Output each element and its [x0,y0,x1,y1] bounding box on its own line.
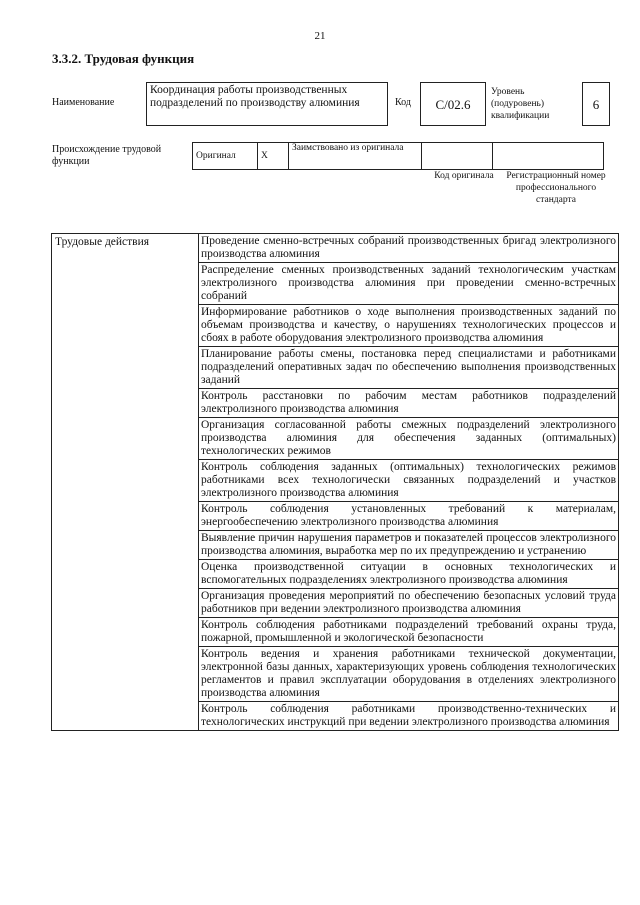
level-label: Уровень (подуровень) квалификации [491,87,550,121]
labor-actions-table [51,233,619,731]
code-original-cell [422,143,493,170]
labor-action-item: Оценка производственной ситуации в основных технологических и вспомогательных подразделениях электролизного производства алюминия [199,560,619,589]
reg-number-label: Регистрационный номер профессионального стандарта [506,171,606,205]
reg-number-cell [493,143,604,170]
code-label: Код [395,97,411,108]
labor-action-item: Информирование работников о ходе выполнения производственных заданий по объемам производства и качеству, о нарушениях технологических процессов и сбоях в работе оборудования электролизного производства алюминия [199,305,619,347]
page-number: 21 [314,30,326,42]
labor-action-item: Выявление причин нарушения параметров и показателей процессов электролизного производства алюминия, выработка мер по их предупреждению и устранению [199,531,619,560]
qualification-level: 6 [582,82,610,126]
section-title: 3.3.2. Трудовая функция [52,51,195,66]
function-name: Координация работы производственных подразделений по производству алюминия [146,82,388,126]
code-original-label: Код оригинала [434,171,494,181]
labor-action-item: Организация проведения мероприятий по обеспечению безопасных условий труда работников при ведении электролизного производства алюминия [199,589,619,618]
name-label: Наименование [52,97,115,108]
original-mark: X [258,143,289,170]
labor-action-item: Организация согласованной работы смежных подразделений электролизного производства алюминия для обеспечения заданных (оптимальных) технологических режимов [199,418,619,460]
table-row [52,234,619,263]
labor-action-item: Проведение сменно-встречных собраний производственных бригад электролизного производства алюминия [199,234,619,263]
labor-action-item: Контроль соблюдения работниками подразделений требований охраны труда, пожарной, промышленной и экологической безопасности [199,618,619,647]
borrowed-label: Заимствовано из оригинала [289,143,422,170]
labor-action-item: Контроль соблюдения заданных (оптимальных) технологических режимов работниками всех технологически связанных подразделений и участков электролизного производства алюминия [199,460,619,502]
function-code: C/02.6 [420,82,486,126]
labor-action-item: Планирование работы смены, постановка перед специалистами и работниками подразделений оперативных задач по обеспечению выполнения производственных заданий [199,347,619,389]
origin-table [192,142,604,170]
labor-action-item: Контроль соблюдения установленных требований к материалам, энергообеспечению электролизного производства алюминия [199,502,619,531]
labor-action-item: Контроль расстановки по рабочим местам работников подразделений электролизного производства алюминия [199,389,619,418]
labor-action-item: Контроль соблюдения работниками производственно-технических и технологических инструкций при ведении электролизного производства алюминия [199,702,619,731]
labor-action-item: Распределение сменных производственных заданий технологическим участкам электролизного производства алюминия при проведении сменно-встречных собраний [199,263,619,305]
labor-action-item: Контроль ведения и хранения работниками технической документации, электронной базы данных, характеризующих уровень соблюдения технологических регламентов и правил эксплуатации оборудования в отделениях электролизного производства алюминия [199,647,619,702]
original-label: Оригинал [193,143,258,170]
origin-label: Происхождение трудовой функции [52,144,162,167]
labor-actions-header: Трудовые действия [52,234,199,731]
